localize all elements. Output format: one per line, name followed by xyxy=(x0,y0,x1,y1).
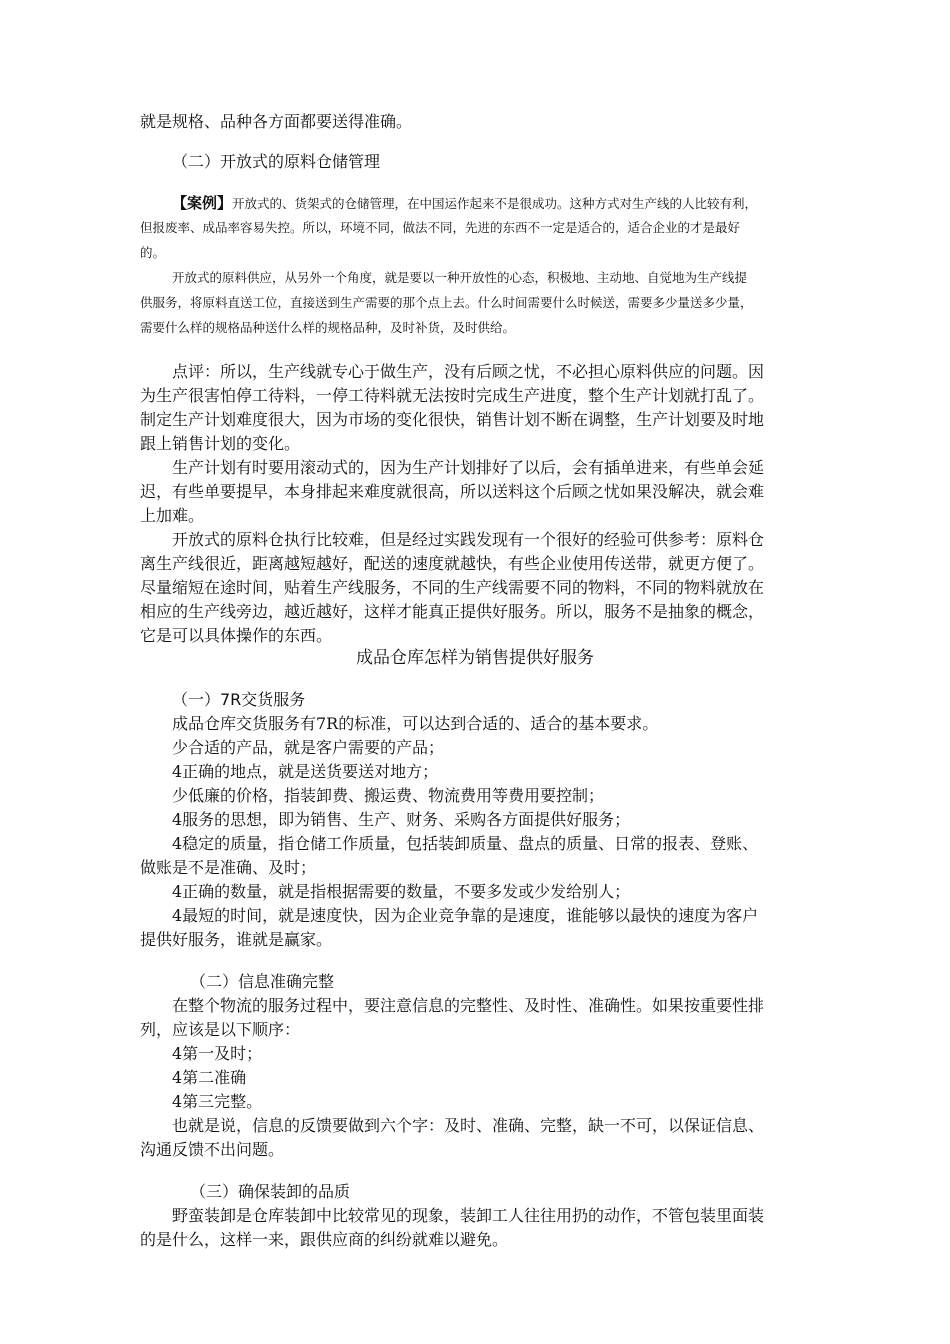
comment-line: 上加难。 xyxy=(140,506,205,525)
comment-line: 生产计划有时要用滚动式的，因为生产计划排好了以后，会有插单进来，有些单会延 xyxy=(172,458,765,477)
list-item: 少低廉的价格，指装卸费、搬运费、物流费用等费用要控制； xyxy=(172,786,605,805)
section-heading: （三）确保装卸的品质 xyxy=(190,1182,351,1201)
list-item: 4第二准确 xyxy=(172,1068,247,1087)
list-item: 4正确的地点，就是送货要送对地方； xyxy=(172,762,439,781)
list-item: 4正确的数量，就是指根据需要的数量，不要多发或少发给别人； xyxy=(172,882,631,901)
section-heading: （二）信息准确完整 xyxy=(190,972,335,991)
body-text-line: 成品仓库交货服务有7R的标准，可以达到合适的、适合的基本要求。 xyxy=(172,714,659,733)
comment-line: 离生产线很近，距离越短越好，配送的速度就越快，有些企业使用传送带，就更方便了。 xyxy=(140,554,765,573)
body-text-line: 野蛮装卸是仓库装卸中比较常见的现象，装卸工人往往用扔的动作，不管包装里面装 xyxy=(172,1206,765,1225)
list-item: 4第三完整。 xyxy=(172,1092,263,1111)
body-text-line: 的是什么，这样一来，跟供应商的纠纷就难以避免。 xyxy=(140,1230,509,1249)
comment-line: 相应的生产线旁边，越近越好，这样才能真正提供好服务。所以，服务不是抽象的概念， xyxy=(140,602,765,621)
body-text-line: 也就是说，信息的反馈要做到六个字：及时、准确、完整，缺一不可，以保证信息、 xyxy=(172,1116,765,1135)
case-paragraph-line: 但报废率、成品率容易失控。所以，环境不同，做法不同，先进的东西不一定是适合的，适合企业的才是最好 xyxy=(140,220,741,235)
list-item: 4服务的思想，即为销售、生产、财务、采购各方面提供好服务； xyxy=(172,810,631,829)
comment-line: 尽量缩短在途时间，贴着生产线服务，不同的生产线需要不同的物料，不同的物料就放在 xyxy=(140,578,765,597)
list-item: 4最短的时间，就是速度快，因为企业竞争靠的是速度，谁能够以最快的速度为客户 xyxy=(172,906,759,925)
list-item: 4稳定的质量，指仓储工作质量，包括装卸质量、盘点的质量、日常的报表、登账、 xyxy=(172,834,759,853)
chapter-title: 成品仓库怎样为销售提供好服务 xyxy=(356,648,594,668)
body-text-line: 沟通反馈不出问题。 xyxy=(140,1140,285,1159)
case-tag: 【案例】 xyxy=(172,194,233,212)
case-paragraph-line: 供服务，将原料直送工位，直接送到生产需要的那个点上去。什么时间需要什么时候送，需要多少量送多少量， xyxy=(140,295,753,310)
body-text-line: 列，应该是以下顺序： xyxy=(140,1020,301,1039)
list-item: 提供好服务，谁就是赢家。 xyxy=(140,930,333,949)
list-item: 少合适的产品，就是客户需要的产品； xyxy=(172,738,445,757)
section-heading: （二）开放式的原料仓储管理 xyxy=(172,152,381,171)
comment-line: 制定生产计划难度很大，因为市场的变化很快，销售计划不断在调整，生产计划要及时地 xyxy=(140,410,765,429)
body-text-line: 在整个物流的服务过程中，要注意信息的完整性、及时性、准确性。如果按重要性排 xyxy=(172,996,765,1015)
list-item: 4第一及时； xyxy=(172,1044,263,1063)
case-text: 开放式的、货架式的仓储管理，在中国运作起来不是很成功。这种方式对生产线的人比较有利， xyxy=(232,196,758,211)
comment-line: 点评：所以，生产线就专心于做生产，没有后顾之忧，不必担心原料供应的问题。因 xyxy=(172,362,765,381)
comment-line: 跟上销售计划的变化。 xyxy=(140,434,301,453)
comment-line: 为生产很害怕停工待料，一停工待料就无法按时完成生产进度，整个生产计划就打乱了。 xyxy=(140,386,765,405)
comment-line: 它是可以具体操作的东西。 xyxy=(140,626,333,645)
list-item: 做账是不是准确、及时； xyxy=(140,858,317,877)
section-heading: （一）7R交货服务 xyxy=(172,690,306,709)
case-paragraph-line xyxy=(172,193,757,214)
comment-line: 开放式的原料仓执行比较难，但是经过实践发现有一个很好的经验可供参考：原料仓 xyxy=(172,530,765,549)
body-text-line: 就是规格、品种各方面都要送得准确。 xyxy=(140,112,413,131)
case-paragraph-line: 的。 xyxy=(140,245,166,260)
comment-line: 迟，有些单要提早，本身排起来难度就很高，所以送料这个后顾之忧如果没解决，就会难 xyxy=(140,482,765,501)
case-paragraph-line: 需要什么样的规格品种送什么样的规格品种，及时补货，及时供给。 xyxy=(140,320,516,335)
case-paragraph-line: 开放式的原料供应，从另外一个角度，就是要以一种开放性的心态，积极地、主动地、自觉地为生产线提 xyxy=(172,270,748,285)
